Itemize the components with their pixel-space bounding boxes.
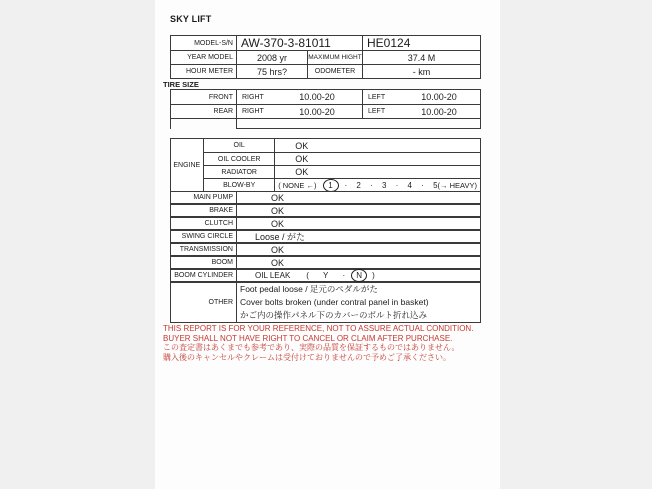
model-sn-label: MODEL-S/N: [171, 36, 237, 50]
oil-label: OIL: [204, 139, 275, 152]
transmission-label: TRANSMISSION: [171, 244, 237, 255]
blow-by-circled-rating: 1: [323, 179, 339, 192]
boom-cylinder-value: [237, 269, 480, 282]
row-main-pump: [170, 191, 481, 204]
row-boom-cylinder: [170, 269, 481, 282]
spec-table: [170, 35, 481, 79]
table-row: [171, 64, 480, 78]
odometer-value: - km: [412, 66, 431, 77]
table-row: [171, 90, 480, 104]
row-transmission: [170, 243, 481, 256]
transmission-value: OK: [271, 244, 285, 255]
disclaimer-line: THIS REPORT IS FOR YOUR REFERENCE, NOT TO ASSURE ACTUAL CONDITION.: [163, 324, 474, 333]
main-pump-label: MAIN PUMP: [171, 192, 237, 203]
page-title: SKY LIFT: [170, 14, 212, 24]
blow-by-scale-suffix: (→ HEAVY): [437, 180, 477, 190]
disclaimer-line: BUYER SHALL NOT HAVE RIGHT TO CANCEL OR CLAIM AFTER PURCHASE.: [163, 333, 453, 343]
other-note-line: かご内の操作パネル下のカバーのボルト折れ込み: [240, 310, 428, 320]
disclaimer-line: 購入後のキャンセルやクレームは受付けておりませんので予めご了承ください。: [163, 352, 451, 362]
boom-value: OK: [271, 257, 285, 268]
other-notes-box: [170, 282, 481, 323]
oil-leak-close-paren: ): [372, 271, 375, 280]
oil-leak-circled-answer: N: [351, 269, 367, 282]
oil-leak-options: ( Y ·: [306, 271, 346, 280]
swing-circle-value: Loose / がた: [255, 232, 306, 242]
hour-meter-value: 75 hrs?: [237, 65, 308, 78]
radiator-label: RADIATOR: [204, 166, 275, 178]
brake-label: BRAKE: [171, 205, 237, 216]
blow-by-label: BLOW-BY: [204, 179, 275, 191]
front-right-label: RIGHT: [242, 93, 264, 101]
oil-leak-label: OIL LEAK: [255, 271, 291, 280]
engine-label: ENGINE: [171, 139, 204, 191]
table-row: [204, 152, 480, 165]
report-page: [155, 0, 500, 489]
rear-left-value: 10.00-20: [421, 106, 457, 117]
maximum-height-value: 37.4 M: [407, 52, 436, 63]
table-row: [204, 165, 480, 178]
clutch-value: OK: [271, 218, 285, 229]
rear-label: REAR: [171, 105, 237, 118]
table-row: [204, 139, 480, 152]
tire-size-table: [170, 89, 481, 119]
disclaimer-line: この査定書はあくまでも参考であり、実際の品質を保証するものではありません。: [163, 343, 460, 352]
maximum-height-label: MAXIMUM HIGHT: [308, 51, 363, 64]
disclaimer-text: [163, 324, 473, 362]
serial-value: HE0124: [367, 36, 411, 50]
engine-table: [170, 138, 481, 192]
oil-cooler-label: OIL COOLER: [204, 153, 275, 165]
row-boom: [170, 256, 481, 269]
blow-by-scale: [275, 179, 480, 192]
blow-by-scale-prefix: ( NONE ←): [278, 180, 317, 190]
year-model-value: 2008 yr: [237, 51, 308, 64]
odometer-label: ODOMETER: [308, 65, 363, 78]
oil-cooler-value: OK: [295, 154, 309, 164]
front-left-value: 10.00-20: [421, 92, 457, 102]
table-row: [171, 50, 480, 64]
main-pump-value: OK: [271, 192, 285, 203]
boom-label: BOOM: [171, 257, 237, 268]
brake-value: OK: [271, 205, 285, 216]
row-swing-circle: [170, 230, 481, 243]
table-row: [171, 36, 480, 50]
front-left-label: LEFT: [368, 93, 386, 101]
tire-table-extension: [170, 119, 481, 129]
swing-circle-label: SWING CIRCLE: [171, 231, 237, 242]
year-model-label: YEAR MODEL: [171, 51, 237, 64]
table-row: [204, 178, 480, 191]
front-label: FRONT: [171, 90, 237, 104]
table-row: [171, 104, 480, 118]
radiator-value: OK: [295, 167, 309, 177]
other-label: OTHER: [171, 283, 237, 322]
boom-cylinder-label: BOOM CYLINDER: [171, 270, 237, 281]
row-clutch: [170, 217, 481, 230]
clutch-label: CLUTCH: [171, 218, 237, 229]
oil-value: OK: [295, 140, 309, 151]
hour-meter-label: HOUR METER: [171, 65, 237, 78]
model-sn-value: AW-370-3-81011: [237, 36, 363, 50]
rear-left-label: LEFT: [368, 108, 386, 115]
tire-size-section-label: TIRE SIZE: [163, 80, 199, 89]
rear-right-value: 10.00-20: [299, 106, 335, 117]
rear-right-label: RIGHT: [242, 108, 264, 115]
other-note-line: Cover bolts broken (under contral panel in basket): [240, 297, 429, 307]
blow-by-scale-numbers: · 2 · 3 · 4 · 5: [344, 180, 438, 190]
front-right-value: 10.00-20: [299, 92, 335, 102]
row-brake: [170, 204, 481, 217]
other-note-line: Foot pedal loose / 足元のペダルがた: [240, 284, 378, 294]
